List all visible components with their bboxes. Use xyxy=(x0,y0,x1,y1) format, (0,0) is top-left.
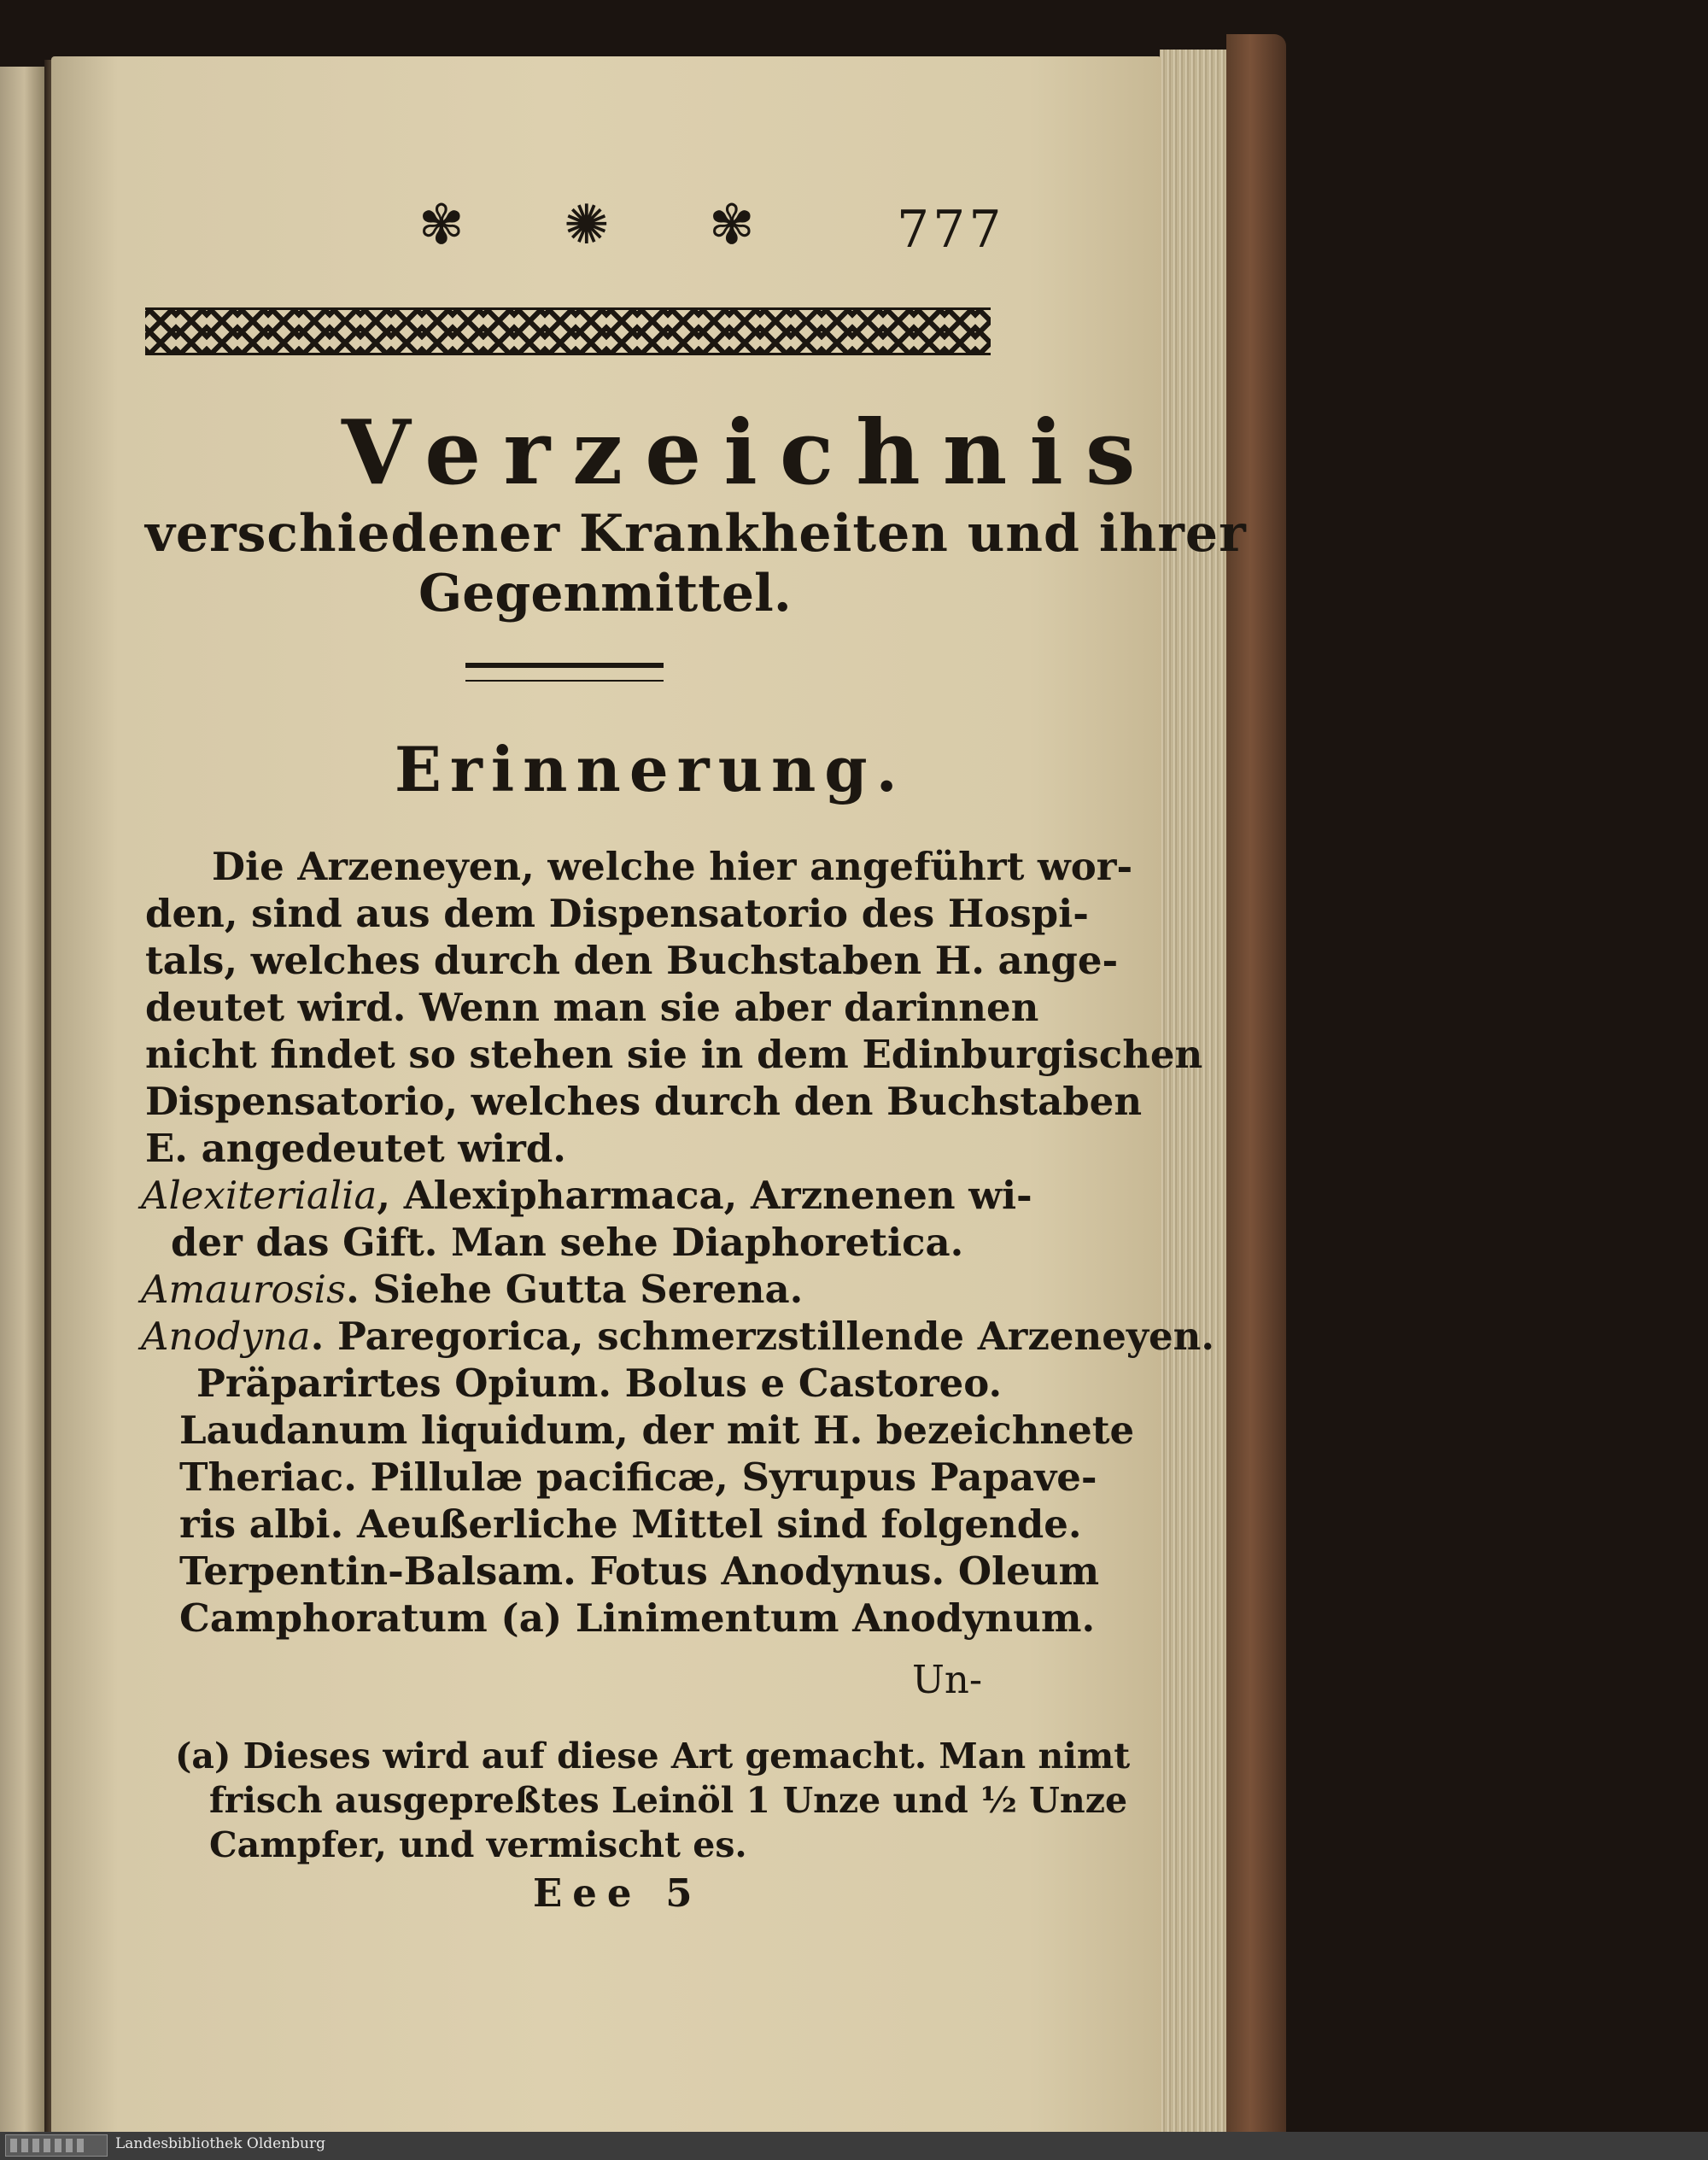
section-heading: Erinnerung. xyxy=(395,733,906,805)
entry-text: . Siehe Gutta Serena. xyxy=(346,1267,804,1312)
entry-term: Amaurosis xyxy=(141,1267,347,1312)
decorative-rule xyxy=(465,663,664,682)
footnote-line: frisch ausgepreßtes Leinöl 1 Unze und ½ Unze xyxy=(209,1780,1128,1821)
entry-text: der das Gift. Man sehe Diaphoretica. xyxy=(171,1220,964,1265)
glossary-entry xyxy=(179,1501,1082,1547)
library-name: Landesbibliothek Oldenburg xyxy=(115,2135,326,2152)
glossary-entry xyxy=(196,1361,1003,1406)
page-stack-edge xyxy=(1160,50,1231,2140)
glossary-entry xyxy=(141,1173,1032,1218)
entry-text: . Paregorica, schmerzstillende Arzeneyen. xyxy=(310,1314,1215,1359)
book-cover-edge xyxy=(1226,34,1286,2144)
page-number: 777 xyxy=(897,200,1005,260)
entry-term: Alexiterialia xyxy=(141,1173,377,1218)
body-line: Die Arzeneyen, welche hier angeführt wor- xyxy=(212,844,1133,889)
entry-text: Terpentin-Balsam. Fotus Anodynus. Oleum xyxy=(179,1548,1100,1594)
page-subtitle-line-1: verschiedener Krankheiten und ihrer xyxy=(145,504,1247,564)
footnote-line: Campfer, und vermischt es. xyxy=(209,1824,747,1865)
glossary-entry xyxy=(141,1267,804,1312)
body-line: deutet wird. Wenn man sie aber darinnen xyxy=(145,985,1039,1030)
left-page-edge xyxy=(0,67,46,2132)
entry-text: Theriac. Pillulæ pacificæ, Syrupus Papave- xyxy=(179,1455,1097,1500)
body-line: den, sind aus dem Dispensatorio des Hospi- xyxy=(145,891,1089,936)
header-ornaments: ✾ ✺ ✾ xyxy=(418,194,796,257)
entry-text: , Alexipharmaca, Arznenen wi- xyxy=(377,1173,1032,1218)
glossary-entry xyxy=(179,1455,1097,1500)
body-line: E. angedeutet wird. xyxy=(145,1126,566,1171)
catchword: Un- xyxy=(912,1657,983,1702)
decorative-border-band xyxy=(145,307,991,355)
library-logo xyxy=(5,2134,108,2157)
glossary-entry xyxy=(179,1595,1096,1641)
footnote-line: (a) Dieses wird auf diese Art gemacht. Man nimt xyxy=(175,1736,1131,1777)
entry-text: ris albi. Aeußerliche Mittel sind folgende. xyxy=(179,1501,1082,1547)
body-line: Dispensatorio, welches durch den Buchstaben xyxy=(145,1079,1143,1124)
body-line: nicht findet so stehen sie in dem Edinburgischen xyxy=(145,1032,1203,1077)
glossary-entry xyxy=(141,1314,1215,1359)
page-title: Verzeichnis xyxy=(342,400,1158,505)
entry-text: Camphoratum (a) Linimentum Anodynum. xyxy=(179,1595,1096,1641)
entry-term: Anodyna xyxy=(141,1314,311,1359)
glossary-entry xyxy=(171,1220,964,1265)
glossary-entry xyxy=(179,1408,1135,1453)
signature-mark: Eee 5 xyxy=(533,1870,703,1916)
entry-text: Präparirtes Opium. Bolus e Castoreo. xyxy=(196,1361,1003,1406)
glossary-entry xyxy=(179,1548,1100,1594)
body-line: tals, welches durch den Buchstaben H. ange- xyxy=(145,938,1119,983)
page-subtitle-line-2: Gegenmittel. xyxy=(418,564,792,623)
entry-text: Laudanum liquidum, der mit H. bezeichnete xyxy=(179,1408,1135,1453)
